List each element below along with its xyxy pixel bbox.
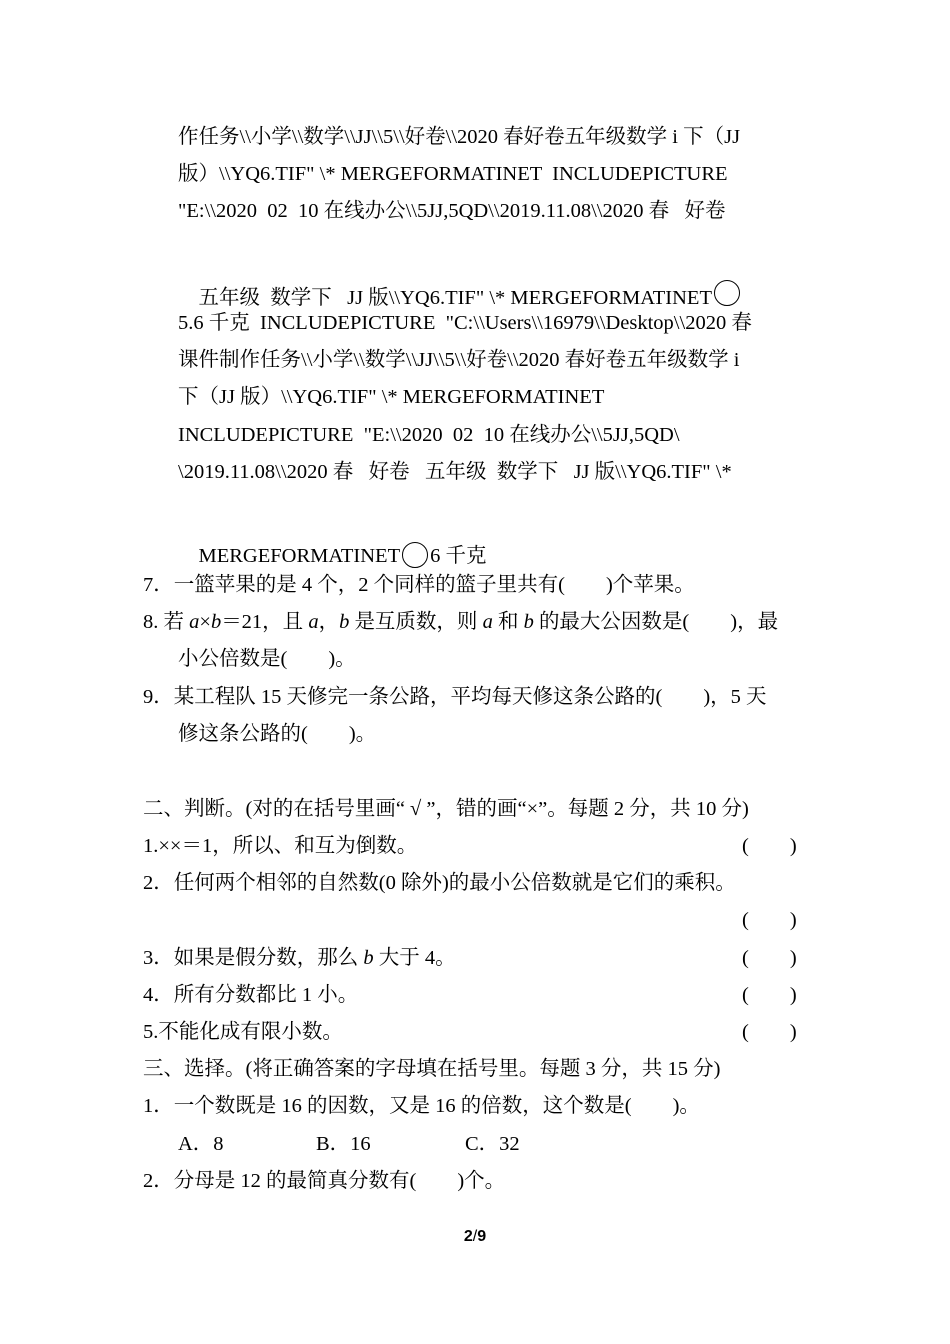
text-segment: 是互质数，则 [349, 611, 483, 633]
section-heading: 二、判断。(对的在括号里画“ √ ”，错的画“×”。每题 2 分，共 10 分) [143, 798, 749, 820]
circle-blank [714, 280, 740, 306]
question-9: 9．某工程队 15 天修完一条公路，平均每天修这条公路的( )，5 天 [143, 686, 767, 708]
text-line: INCLUDEPICTURE "E:\\2020 02 10 在线办公\\5JJ,5QD\ [178, 424, 680, 446]
text-segment: 8. 若 [143, 611, 190, 633]
page-separator: / [472, 1228, 478, 1245]
comma: ， [318, 611, 340, 633]
text-segment: ＝21，且 [221, 611, 309, 633]
var-b: b [210, 611, 222, 633]
text-line: 作任务\\小学\\数学\\JJ\\5\\好卷\\2020 春好卷五年级数学 i 下（JJ [178, 126, 741, 148]
judge-question-4: 4．所有分数都比 1 小。 [143, 984, 359, 1006]
text-segment: 的最大公因数是( )，最 [533, 611, 779, 633]
text-segment: 五年级 数学下 JJ 版\\YQ6.TIF" \* MERGEFORMATINET [198, 287, 712, 309]
times-sign: × [199, 611, 211, 633]
judge-question-5: 5.不能化成有限小数。 [143, 1021, 343, 1043]
judge-question-1: 1.××＝1，所以、和互为倒数。 [143, 835, 418, 857]
var-a: a [308, 611, 319, 633]
text-segment: 大于 4。 [373, 947, 456, 969]
text-segment: 和 [492, 611, 524, 633]
answer-parentheses: ( ) [742, 984, 797, 1006]
text-segment: MERGEFORMATINET [198, 545, 401, 567]
judge-question-3 [143, 945, 456, 971]
current-page: 2 [463, 1228, 473, 1245]
text-line: 课件制作任务\\小学\\数学\\JJ\\5\\好卷\\2020 春好卷五年级数学 i [178, 349, 740, 371]
var-b: b [363, 947, 374, 969]
total-pages: 9 [477, 1228, 487, 1245]
text-segment: 6 千克 [430, 545, 487, 567]
option-b: B．16 [316, 1133, 371, 1155]
text-line: 下（JJ 版）\\YQ6.TIF" \* MERGEFORMATINET [178, 386, 605, 408]
circle-blank [402, 542, 428, 568]
text-segment: 3．如果是假分数，那么 [143, 947, 364, 969]
text-line: "E:\\2020 02 10 在线办公\\5JJ,5QD\\2019.11.08\\2020 春 好卷 [178, 200, 726, 222]
choice-question-2: 2．分母是 12 的最简真分数有( )个。 [143, 1170, 506, 1192]
var-b: b [339, 611, 350, 633]
answer-parentheses: ( ) [742, 947, 797, 969]
question-9-line-2: 修这条公路的( )。 [178, 723, 377, 745]
text-line: 5.6 千克 INCLUDEPICTURE "C:\\Users\\16979\\Desktop\\2020 春 [178, 312, 752, 334]
choice-question-1: 1．一个数既是 16 的因数，又是 16 的倍数，这个数是( )。 [143, 1095, 700, 1117]
text-line: \2019.11.08\\2020 春 好卷 五年级 数学下 JJ 版\\YQ6.TIF" \* [178, 461, 732, 483]
option-a: A．8 [178, 1133, 224, 1155]
text-line: 版）\\YQ6.TIF" \* MERGEFORMATINET INCLUDEPICTURE [178, 163, 728, 185]
judge-question-2: 2．任何两个相邻的自然数(0 除外)的最小公倍数就是它们的乘积。 [143, 872, 736, 894]
page-number [0, 1228, 950, 1246]
var-a: a [189, 611, 200, 633]
answer-parentheses: ( ) [742, 835, 797, 857]
var-b: b [523, 611, 534, 633]
question-8-line-2: 小公倍数是( )。 [178, 648, 356, 670]
var-a: a [482, 611, 493, 633]
question-8 [143, 609, 778, 635]
section-heading: 三、选择。(将正确答案的字母填在括号里。每题 3 分，共 15 分) [143, 1058, 721, 1080]
option-c: C．32 [465, 1133, 520, 1155]
question-7: 7．一篮苹果的是 4 个，2 个同样的篮子里共有( )个苹果。 [143, 574, 695, 596]
answer-parentheses: ( ) [742, 909, 797, 931]
answer-parentheses: ( ) [742, 1021, 797, 1043]
